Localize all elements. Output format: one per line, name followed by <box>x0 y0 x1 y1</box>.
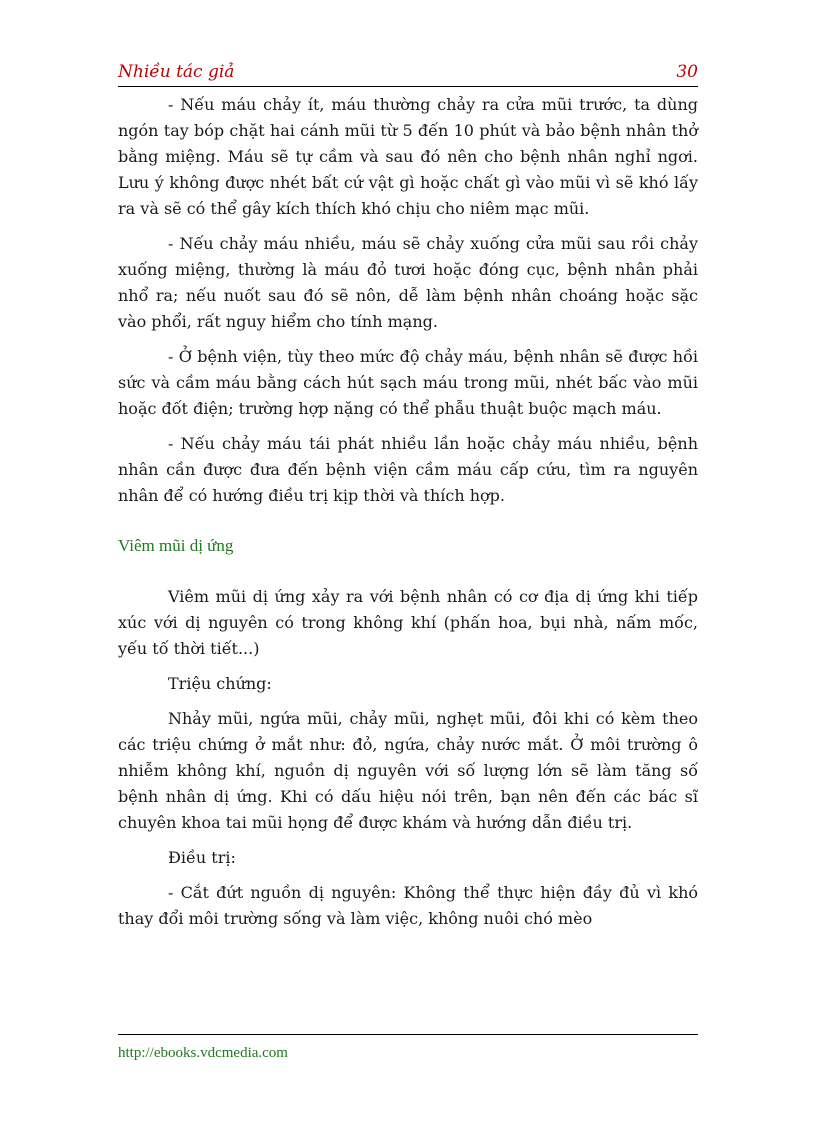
page-header <box>118 62 698 87</box>
body-paragraph: - Cắt đứt nguồn dị nguyên: Không thể thực hiện đầy đủ vì khó thay đổi môi trường sống và làm việc, không nuôi chó mèo <box>118 883 698 928</box>
page-number: 30 <box>676 62 698 82</box>
footer-divider <box>118 1034 698 1035</box>
body-paragraph: Nhảy mũi, ngứa mũi, chảy mũi, nghẹt mũi, đôi khi có kèm theo các triệu chứng ở mắt như: đỏ, ngứa, chảy nước mắt. Ở môi trường ô nhiễm không khí, nguồn dị nguyên với số lượng lớn sẽ làm tăng số bệnh nhân dị ứng. Khi có dấu hiệu nói trên, bạn nên đến các bác sĩ chuyên khoa tai mũi họng để được khám và hướng dẫn điều trị. <box>118 709 698 832</box>
body-paragraph: - Nếu chảy máu tái phát nhiều lần hoặc chảy máu nhiều, bệnh nhân cần được đưa đến bệnh viện cầm máu cấp cứu, tìm ra nguyên nhân để có hướng điều trị kịp thời và thích hợp. <box>118 434 698 505</box>
page-body <box>118 92 698 941</box>
body-paragraph: - Ở bệnh viện, tùy theo mức độ chảy máu, bệnh nhân sẽ được hồi sức và cầm máu bằng cách hút sạch máu trong mũi, nhét bấc vào mũi hoặc đốt điện; trường hợp nặng có thể phẫu thuật buộc mạch máu. <box>118 347 698 418</box>
body-paragraph: - Nếu máu chảy ít, máu thường chảy ra cửa mũi trước, ta dùng ngón tay bóp chặt hai cánh mũi từ 5 đến 10 phút và bảo bệnh nhân thở bằng miệng. Máu sẽ tự cầm và sau đó nên cho bệnh nhân nghỉ ngơi. Lưu ý không được nhét bất cứ vật gì hoặc chất gì vào mũi vì sẽ khó lấy ra và sẽ có thể gây kích thích khó chịu cho niêm mạc mũi. <box>118 95 698 218</box>
body-paragraph: Viêm mũi dị ứng xảy ra với bệnh nhân có cơ địa dị ứng khi tiếp xúc với dị nguyên có trong không khí (phấn hoa, bụi nhà, nấm mốc, yếu tố thời tiết...) <box>118 587 698 658</box>
section-heading: Viêm mũi dị ứng <box>118 536 234 555</box>
header-author: Nhiều tác giả <box>118 62 235 82</box>
body-paragraph: - Nếu chảy máu nhiều, máu sẽ chảy xuống cửa mũi sau rồi chảy xuống miệng, thường là máu đỏ tươi hoặc đóng cục, bệnh nhân phải nhổ ra; nếu nuốt sau đó sẽ nôn, dễ làm bệnh nhân choáng hoặc sặc vào phổi, rất nguy hiểm cho tính mạng. <box>118 234 698 331</box>
footer-link[interactable]: http://ebooks.vdcmedia.com <box>118 1045 288 1061</box>
subheading-treatment: Điều trị: <box>168 848 236 867</box>
subheading-symptoms: Triệu chứng: <box>168 674 272 693</box>
